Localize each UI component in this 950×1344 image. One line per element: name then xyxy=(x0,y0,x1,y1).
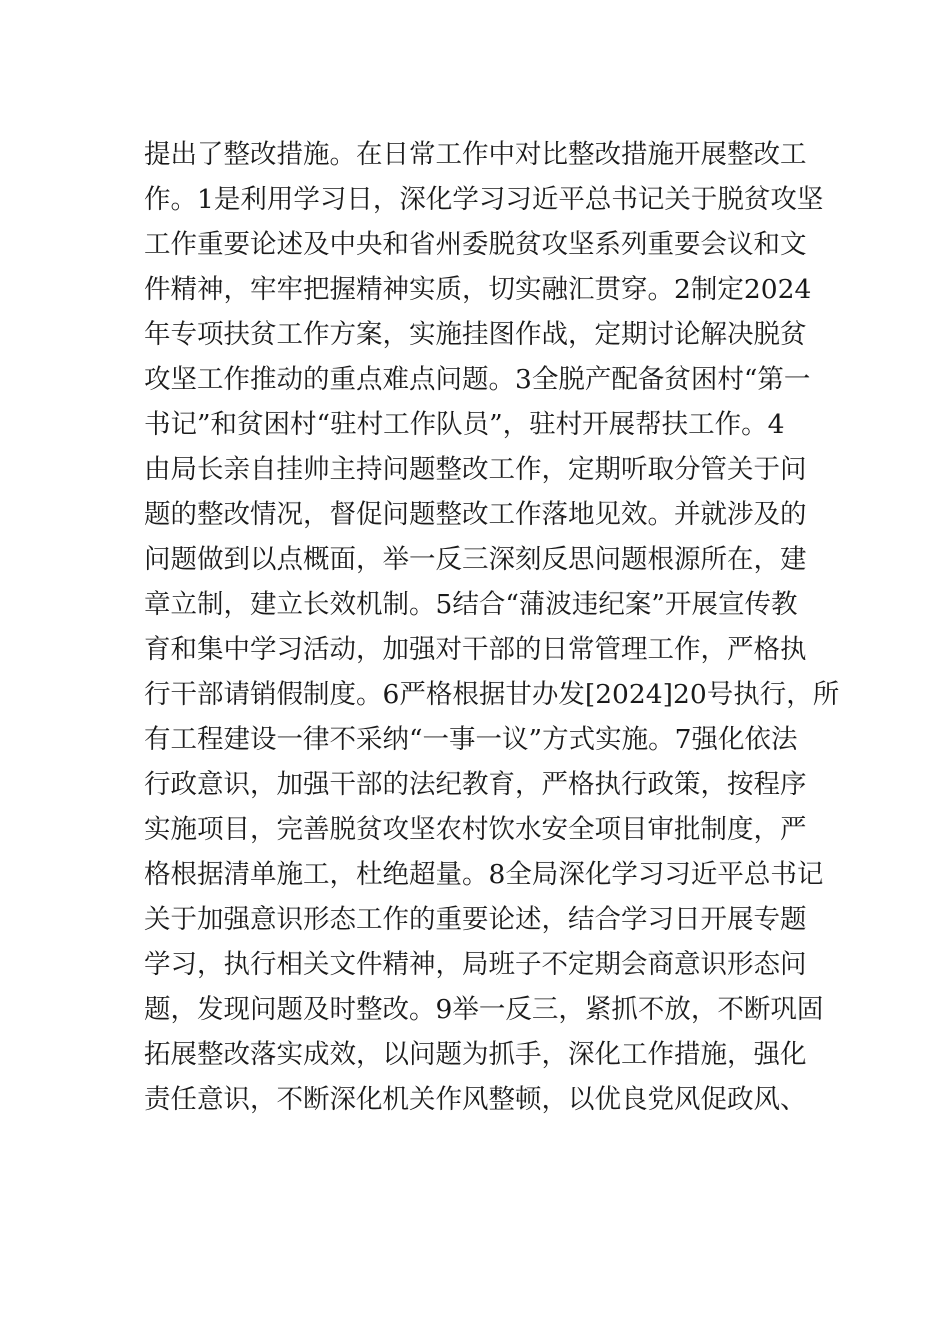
text-line: 作。1是利用学习日，深化学习习近平总书记关于脱贫攻坚 xyxy=(144,184,824,215)
text-line: 实施项目，完善脱贫攻坚农村饮水安全项目审批制度，严 xyxy=(144,814,807,845)
text-line: 拓展整改落实成效，以问题为抓手，深化工作措施，强化 xyxy=(144,1039,807,1070)
body-paragraph xyxy=(144,132,844,1122)
text-line: 责任意识，不断深化机关作风整顿，以优良党风促政风、 xyxy=(144,1084,807,1115)
text-line: 由局长亲自挂帅主持问题整改工作，定期听取分管关于问 xyxy=(144,454,807,485)
text-line: 行干部请销假制度。6严格根据甘办发[2024]20号执行，所 xyxy=(144,679,840,710)
text-line: 格根据清单施工，杜绝超量。8全局深化学习习近平总书记 xyxy=(144,859,824,890)
text-line: 年专项扶贫工作方案，实施挂图作战，定期讨论解决脱贫 xyxy=(144,319,807,350)
text-line: 题，发现问题及时整改。9举一反三，紧抓不放，不断巩固 xyxy=(144,994,824,1025)
text-line: 攻坚工作推动的重点难点问题。3全脱产配备贫困村“第一 xyxy=(144,364,811,395)
text-line: 问题做到以点概面，举一反三深刻反思问题根源所在，建 xyxy=(144,544,807,575)
text-line: 书记”和贫困村“驻村工作队员”，驻村开展帮扶工作。4 xyxy=(144,409,785,440)
text-line: 章立制，建立长效机制。5结合“蒲波违纪案”开展宣传教 xyxy=(144,589,798,620)
text-line: 有工程建设一律不采纳“一事一议”方式实施。7强化依法 xyxy=(144,724,798,755)
text-line: 提出了整改措施。在日常工作中对比整改措施开展整改工 xyxy=(144,139,807,170)
text-line: 工作重要论述及中央和省州委脱贫攻坚系列重要会议和文 xyxy=(144,229,807,260)
text-line: 育和集中学习活动，加强对干部的日常管理工作，严格执 xyxy=(144,634,807,665)
text-line: 关于加强意识形态工作的重要论述，结合学习日开展专题 xyxy=(144,904,807,935)
text-line: 行政意识，加强干部的法纪教育，严格执行政策，按程序 xyxy=(144,769,807,800)
text-line: 件精神，牢牢把握精神实质，切实融汇贯穿。2制定2024 xyxy=(144,274,812,305)
text-line: 学习，执行相关文件精神，局班子不定期会商意识形态问 xyxy=(144,949,807,980)
text-line: 题的整改情况，督促问题整改工作落地见效。并就涉及的 xyxy=(144,499,807,530)
